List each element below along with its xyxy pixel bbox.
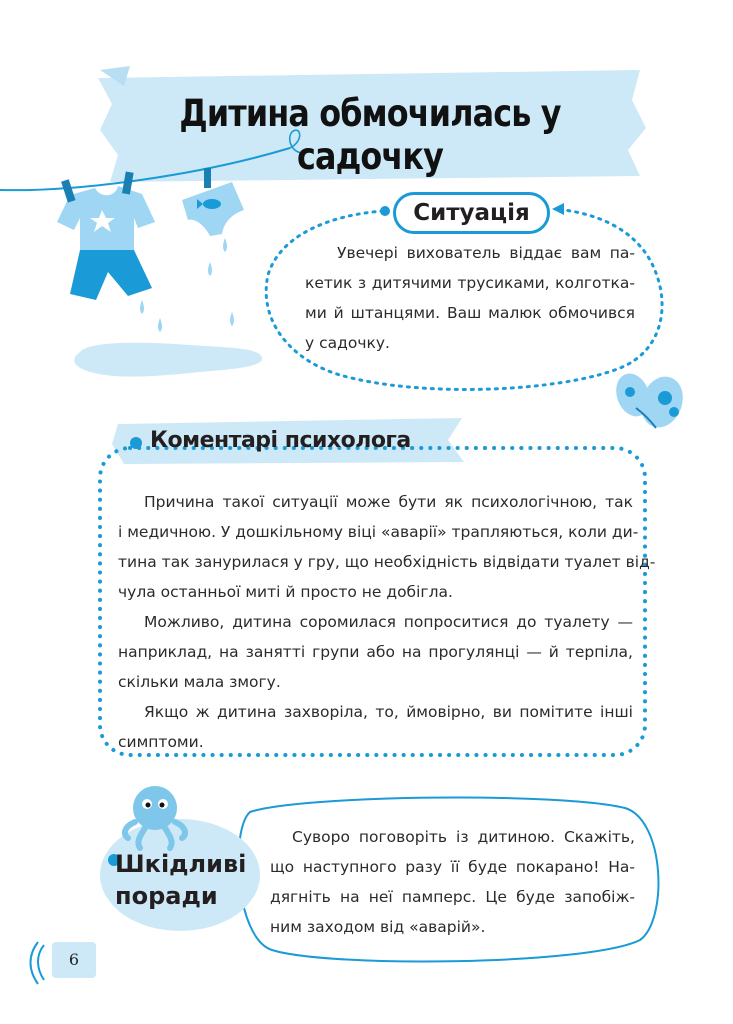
page-number: 6 [68,950,80,969]
situation-line: Увечері вихователь віддає вам па- [337,244,635,262]
situation-heading: Ситуація [393,192,550,234]
commentary-line: чула останньої миті й просто не добігла. [118,583,453,601]
bad-advice-text [270,822,635,942]
bad-advice-heading-line: Шкідливі [115,850,247,878]
puddle [74,343,262,377]
situation-line: ми й штанцями. Ваш малюк обмочився [305,304,635,322]
bad-advice-heading [115,848,255,912]
tshirt-icon [57,171,155,300]
commentary-heading: Коментарі психолога [150,428,411,453]
situation-text [305,238,635,358]
commentary-line: Якщо ж дитина захворіла, то, ймовірно, ви помітите інші [144,703,633,721]
commentary-line: наприклад, на занятті групи або на прогулянці — й терпіла, [118,643,633,661]
water-drops [140,238,234,332]
commentary-line: симптоми. [118,733,204,751]
bad-advice-line: Суворо поговоріть із дитиною. Скажіть, [292,828,635,846]
commentary-line: Можливо, дитина соромилася попроситися до туалету — [144,613,633,631]
bad-advice-line: що наступного разу її буде покарано! На- [270,858,635,876]
commentary-line: скільки мала змогу. [118,673,281,691]
commentary-line: Причина такої ситуації може бути як психологічною, так [144,493,633,511]
commentary-text [118,487,656,757]
commentary-line: тина так занурилася у гру, що необхідність відвідати туалет від- [118,553,656,571]
page-title: Дитина обмочилась у садочку [179,92,561,178]
bad-advice-heading-line: поради [115,882,218,910]
butterfly-icon [610,369,689,433]
situation-line: кетик з дитячими трусиками, колготка- [305,274,635,292]
bad-advice-line: дягніть на неї памперс. Це буде запобіж- [270,888,635,906]
bad-advice-line: ним заходом від «аварій». [270,918,486,936]
commentary-line: і медичною. У дошкільному віці «аварії» трапляються, коли ди- [118,523,639,541]
situation-line: у садочку. [305,334,390,352]
